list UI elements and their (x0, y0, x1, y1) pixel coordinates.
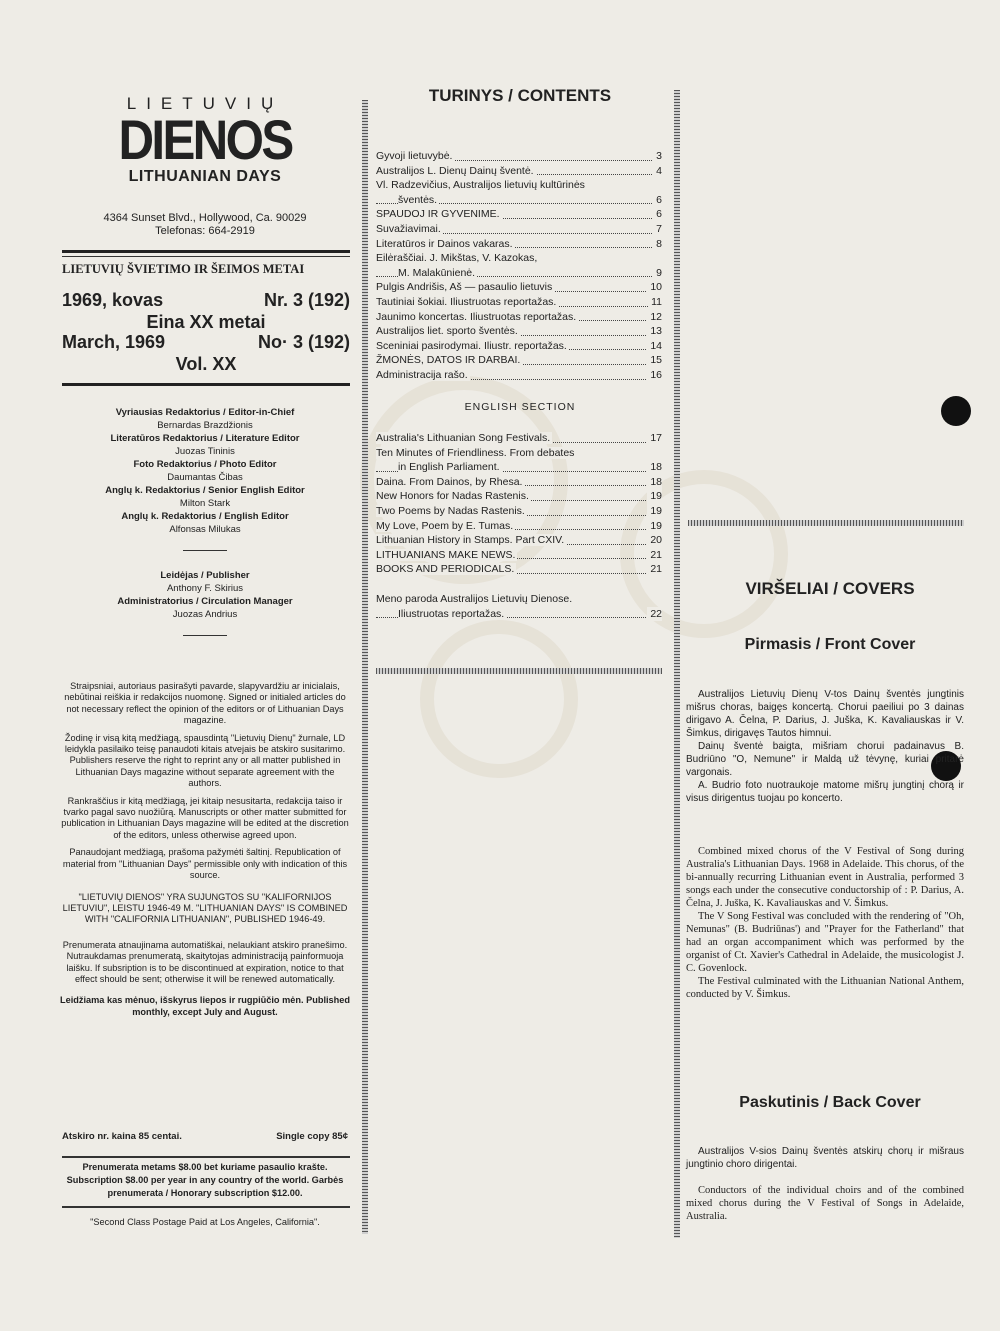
toc-entry-title: SPAUDOJ IR GYVENIME. (376, 208, 500, 221)
toc-entry (376, 324, 662, 339)
staff-role: Literatūros Redaktorius / Literature Editor (110, 433, 300, 444)
toc-entry (376, 339, 662, 354)
note-paragraph: Straipsniai, autoriaus pasirašyti pavarde, slapyvardžiu ar inicialais, nebūtinai reiškia ir redakcijos nuomonę. Signed or initialed articles do not necessary reflect the opinion of the editors or of Lithuanian Days magazine. (64, 681, 346, 726)
toc-entry-page: 14 (647, 339, 662, 354)
toc-entry-page: 21 (647, 548, 662, 563)
toc-entry (376, 368, 662, 383)
separator (183, 550, 227, 551)
caption-paragraph: The Festival culminated with the Lithuanian National Anthem, conducted by V. Šimkus. (686, 976, 964, 1000)
phone-line: Telefonas: 664-2919 (155, 225, 255, 237)
toc-entry (376, 548, 662, 563)
horizontal-rule (688, 520, 964, 526)
toc-entry-title: LITHUANIANS MAKE NEWS. (376, 548, 516, 561)
covers-title: VIRŠELIAI / COVERS (745, 579, 915, 598)
toc-entry-title: Sceniniai pasirodymai. Iliustr. reportažas. (376, 339, 567, 352)
toc-entry-title: New Honors for Nadas Rastenis. (376, 490, 529, 503)
toc-entry-page: 21 (647, 562, 662, 577)
toc-entry-title: Literatūros ir Dainos vakaras. (376, 237, 513, 250)
toc-entry-title: Vl. Radzevičius, Australijos lietuvių kultūrinės (376, 179, 585, 192)
toc-entry-title: My Love, Poem by E. Tumas. (376, 519, 514, 532)
toc-entry-title: Tautiniai šokiai. Iliustruotas reportažas. (376, 295, 557, 308)
toc-entry (376, 295, 662, 310)
english-section-title: ENGLISH SECTION (464, 401, 576, 413)
masthead-subtitle: LITHUANIAN DAYS (128, 168, 282, 185)
toc-entry (376, 222, 662, 237)
issue-en-date: March, 1969 (62, 332, 166, 352)
note-paragraph: Panaudojant medžiagą, prašoma pažymėti šaltinį. Republication of material from "Lithuanian Days" permissible only with indication of this source. (62, 847, 348, 881)
staff-name: Daumantas Čibas (167, 472, 243, 483)
toc-entry (376, 431, 662, 446)
toc-entry-title: Suvažiavimai. (376, 222, 441, 235)
publisher-name: Anthony F. Skirius (166, 583, 244, 594)
caption-paragraph: Australijos Lietuvių Dienų V-tos Dainų šventės jungtinis mišrus choras, baigęs koncertą. Chorui paeiliui po 3 dainas dirigavo A. Čelna, P. Darius, J. Juška, K. Kavaliauskas ir V. Šimkus, dirigavęs Tautos himnui. (686, 689, 964, 739)
toc-english-list (376, 431, 662, 577)
postage-note: "Second Class Postage Paid at Los Angeles, California". (90, 1217, 320, 1227)
price-lt: Atskiro nr. kaina 85 centai. (62, 1131, 182, 1142)
note-paragraph: Prenumerata atnaujinama automatiškai, nelaukiant atskiro pranešimo. Nutraukdamas prenumeratą, skaitytojas administraciją painformuoja laišku. If subsription is to be discontinued at expiration, notice to that effect should be sent; otherwise it will be renewed automatically. (62, 939, 348, 984)
issue-lt-volume: Eina XX metai (146, 312, 266, 332)
back-cover-heading: Paskutinis / Back Cover (739, 1094, 921, 1111)
note-paragraph: Žodinę ir visą kitą medžiagą, spausdintą "Lietuvių Dienų" žurnale, LD leidykla pasilaiko teisę panaudoti kitais atvejais be atskiro susitarimo. Publishers reserve the right to reprint any or all matter published in Lithuanian Days magazine without separate agreement with the authors. (64, 732, 346, 789)
toc-entry (376, 489, 662, 504)
horizontal-rule (376, 668, 662, 674)
toc-entry (376, 178, 662, 193)
issue-en-line (62, 332, 350, 353)
toc-entry-page: 15 (647, 353, 662, 368)
edu-year-line: LIETUVIŲ ŠVIETIMO IR ŠEIMOS METAI (62, 262, 305, 276)
toc-entry-title: šventės. (398, 193, 438, 206)
toc-entry-title: Lithuanian History in Stamps. Part CXIV. (376, 534, 565, 547)
front-cover-heading: Pirmasis / Front Cover (744, 636, 916, 653)
toc-entry-title: M. Malakūnienė. (398, 266, 476, 279)
subscription-text: Prenumerata metams $8.00 bet kuriame pasaulio krašte. Subscription $8.00 per year in any country of the world. Garbės prenumerata / Honorary subscription $12.00. (66, 1162, 344, 1198)
rule (62, 250, 350, 253)
toc-entry (376, 475, 662, 490)
toc-entry (376, 533, 662, 548)
toc-entry-page: 8 (653, 237, 662, 252)
back-cover-lt-text: Australijos V-sios Dainų šventės atskirų chorų ir mišraus jungtinio choro dirigentai. (686, 1146, 964, 1170)
toc-entry-title: Pulgis Andrišis, Aš — pasaulio lietuvis (376, 281, 553, 294)
toc-list (376, 149, 662, 383)
toc-entry-title: Daina. From Dainos, by Rhesa. (376, 475, 523, 488)
note-paragraph: "LIETUVIŲ DIENOS" YRA SUJUNGTOS SU "KALIFORNIJOS LIETUVIU", LEISTU 1946-49 M. "LITHUANIAN DAYS" IS COMBINED WITH "CALIFORNIA LITHUANIAN", PUBLISHED 1946-49. (62, 891, 348, 925)
rule (62, 1156, 350, 1158)
staff-name: Milton Stark (179, 498, 231, 509)
toc-entry-title: Australia's Lithuanian Song Festivals. (376, 432, 551, 444)
toc-entry-page: 22 (647, 607, 662, 622)
price-line (62, 1131, 348, 1142)
staff-name: Alfonsas Milukas (169, 524, 241, 535)
rule (62, 383, 350, 386)
issue-lt-number: Nr. 3 (192) (263, 290, 350, 310)
staff-role: Vyriausias Redaktorius / Editor-in-Chief (115, 407, 295, 418)
toc-entry-title: Ten Minutes of Friendliness. From debates (376, 446, 575, 459)
note-paragraph: Leidžiama kas mėnuo, išskyrus liepos ir rugpiūčio mėn. Published monthly, except July and August. (60, 995, 350, 1017)
caption-paragraph: Combined mixed chorus of the V Festival of Song during Australia's Lithuanian Days. 1968 in Adelaide. This chorus, of the bi-annually recurring Lithuanian event in Australia, performed 3 songs each under the consecutive conductorship of : P. Darius, A. Čelna, J. Juška, K. Kavaliauskas and V. Šimkus. (686, 846, 964, 909)
toc-entry (376, 353, 662, 368)
toc-entry-title: ŽMONĖS, DATOS IR DARBAI. (376, 354, 521, 367)
toc-entry (376, 607, 662, 622)
toc-entry-page: 6 (653, 193, 662, 208)
toc-entry (376, 504, 662, 519)
toc-art-list (376, 592, 662, 621)
toc-entry-page: 6 (653, 207, 662, 222)
toc-entry-title: Eilėraščiai. J. Mikštas, V. Kazokas, (376, 252, 538, 265)
toc-entry-title: Jaunimo koncertas. Iliustruotas reportažas. (376, 310, 577, 323)
toc-entry-title: Iliustruotas reportažas. (398, 607, 505, 620)
toc-entry-title: BOOKS AND PERIODICALS. (376, 563, 515, 576)
front-cover-lt-text (686, 688, 964, 805)
toc-entry-title: Administracija rašo. (376, 368, 468, 381)
note-paragraph: Rankraščius ir kitą medžiagą, jei kitaip nesusitarta, redakcija taiso ir tvarko pagal savo nuožiūrą. Manuscripts or other matter submitted for publication in Lithuanian Days magazine will be edited at the discretion of the editors, unless otherwise agreed upon. (61, 795, 349, 840)
caption-paragraph: A. Budrio foto nuotraukoje matome mišrų jungtinį chorą ir visus dirigentus tuojau po koncerto. (686, 780, 964, 804)
issue-lt-line (62, 290, 350, 311)
toc-entry-page: 18 (647, 460, 662, 475)
staff-role: Anglų k. Redaktorius / Senior English Editor (105, 485, 305, 496)
toc-entry (376, 310, 662, 325)
punch-hole (941, 396, 971, 426)
toc-title: TURINYS / CONTENTS (428, 86, 612, 105)
toc-entry-page: 9 (653, 266, 662, 281)
toc-entry (376, 460, 662, 475)
vertical-rule (674, 90, 680, 1238)
notes-block (60, 681, 350, 1024)
publisher-role: Administratorius / Circulation Manager (117, 596, 293, 607)
toc-entry-title: Meno paroda Australijos Lietuvių Dienose. (376, 593, 573, 605)
toc-entry (376, 164, 662, 179)
toc-entry-page: 20 (647, 533, 662, 548)
toc-entry-page: 18 (647, 475, 662, 490)
toc-entry-page: 19 (647, 519, 662, 534)
toc-entry-page: 12 (647, 310, 662, 325)
back-cover-en-text: Conductors of the individual choirs and of the combined mixed chorus during the V Festival of Songs in Adelaide, Australia. (686, 1185, 964, 1222)
address-block (60, 212, 350, 238)
toc-entry-page: 13 (647, 324, 662, 339)
toc-entry-page: 10 (647, 280, 662, 295)
toc-entry (376, 446, 662, 461)
staff-name: Bernardas Brazdžionis (157, 420, 253, 431)
front-cover-en-text (686, 845, 964, 1001)
staff-role: Foto Redaktorius / Photo Editor (133, 459, 277, 470)
toc-entry-page: 19 (647, 489, 662, 504)
vertical-rule (362, 100, 368, 1234)
toc-entry (376, 193, 662, 208)
toc-entry-title: Gyvoji lietuvybė. (376, 150, 453, 162)
caption-paragraph: The V Song Festival was concluded with the rendering of "Oh, Nemunas" (B. Budriūnas') and "Prayer for the Fatherland" that had an organ accompaniment which was performed by the organist of Ct. Xavier's Cathedral in Adelaide, the musicologist J. C. Govenlock. (686, 911, 964, 974)
rule (62, 256, 350, 257)
toc-entry-page: 4 (653, 164, 662, 179)
publisher-role: Leidėjas / Publisher (160, 570, 250, 581)
separator (183, 635, 227, 636)
caption-paragraph: Dainų šventė baigta, mišriam chorui padainavus B. Budriūno "O, Nemune" ir Maldą už tėvynę, kuriai pritarė vargonais. (686, 741, 964, 778)
toc-entry (376, 149, 662, 164)
issue-en-volume: Vol. XX (175, 354, 237, 374)
issue-lt-date: 1969, kovas (62, 290, 164, 310)
toc-entry-page: 17 (647, 431, 662, 446)
coffee-stain (420, 620, 578, 778)
toc-entry-page: 19 (647, 504, 662, 519)
masthead-top-word: LIETUVIŲ (126, 94, 284, 113)
toc-entry (376, 251, 662, 266)
toc-entry-page: 11 (648, 295, 662, 310)
toc-entry (376, 207, 662, 222)
toc-entry-title: Two Poems by Nadas Rastenis. (376, 504, 525, 517)
price-en: Single copy 85¢ (276, 1131, 348, 1142)
toc-entry-title: Australijos L. Dienų Dainų šventė. (376, 164, 534, 177)
toc-entry (376, 562, 662, 577)
issue-en-number: No· 3 (192) (257, 332, 350, 352)
toc-entry-page: 16 (647, 368, 662, 383)
staff-role: Anglų k. Redaktorius / English Editor (121, 511, 289, 522)
masthead-title: DIENOS (118, 108, 292, 171)
toc-entry-page: 7 (653, 222, 662, 237)
rule (62, 1206, 350, 1208)
toc-entry-page: 3 (653, 149, 662, 164)
toc-entry-title: Australijos liet. sporto šventės. (376, 325, 518, 338)
toc-entry (376, 280, 662, 295)
staff-block (60, 406, 350, 648)
staff-name: Juozas Tininis (175, 446, 235, 457)
toc-entry-title: in English Parliament. (398, 461, 500, 474)
toc-entry (376, 266, 662, 281)
toc-entry (376, 592, 662, 607)
toc-entry (376, 237, 662, 252)
address-line: 4364 Sunset Blvd., Hollywood, Ca. 90029 (103, 212, 307, 224)
publisher-name: Juozas Andrius (172, 609, 238, 620)
toc-entry (376, 519, 662, 534)
